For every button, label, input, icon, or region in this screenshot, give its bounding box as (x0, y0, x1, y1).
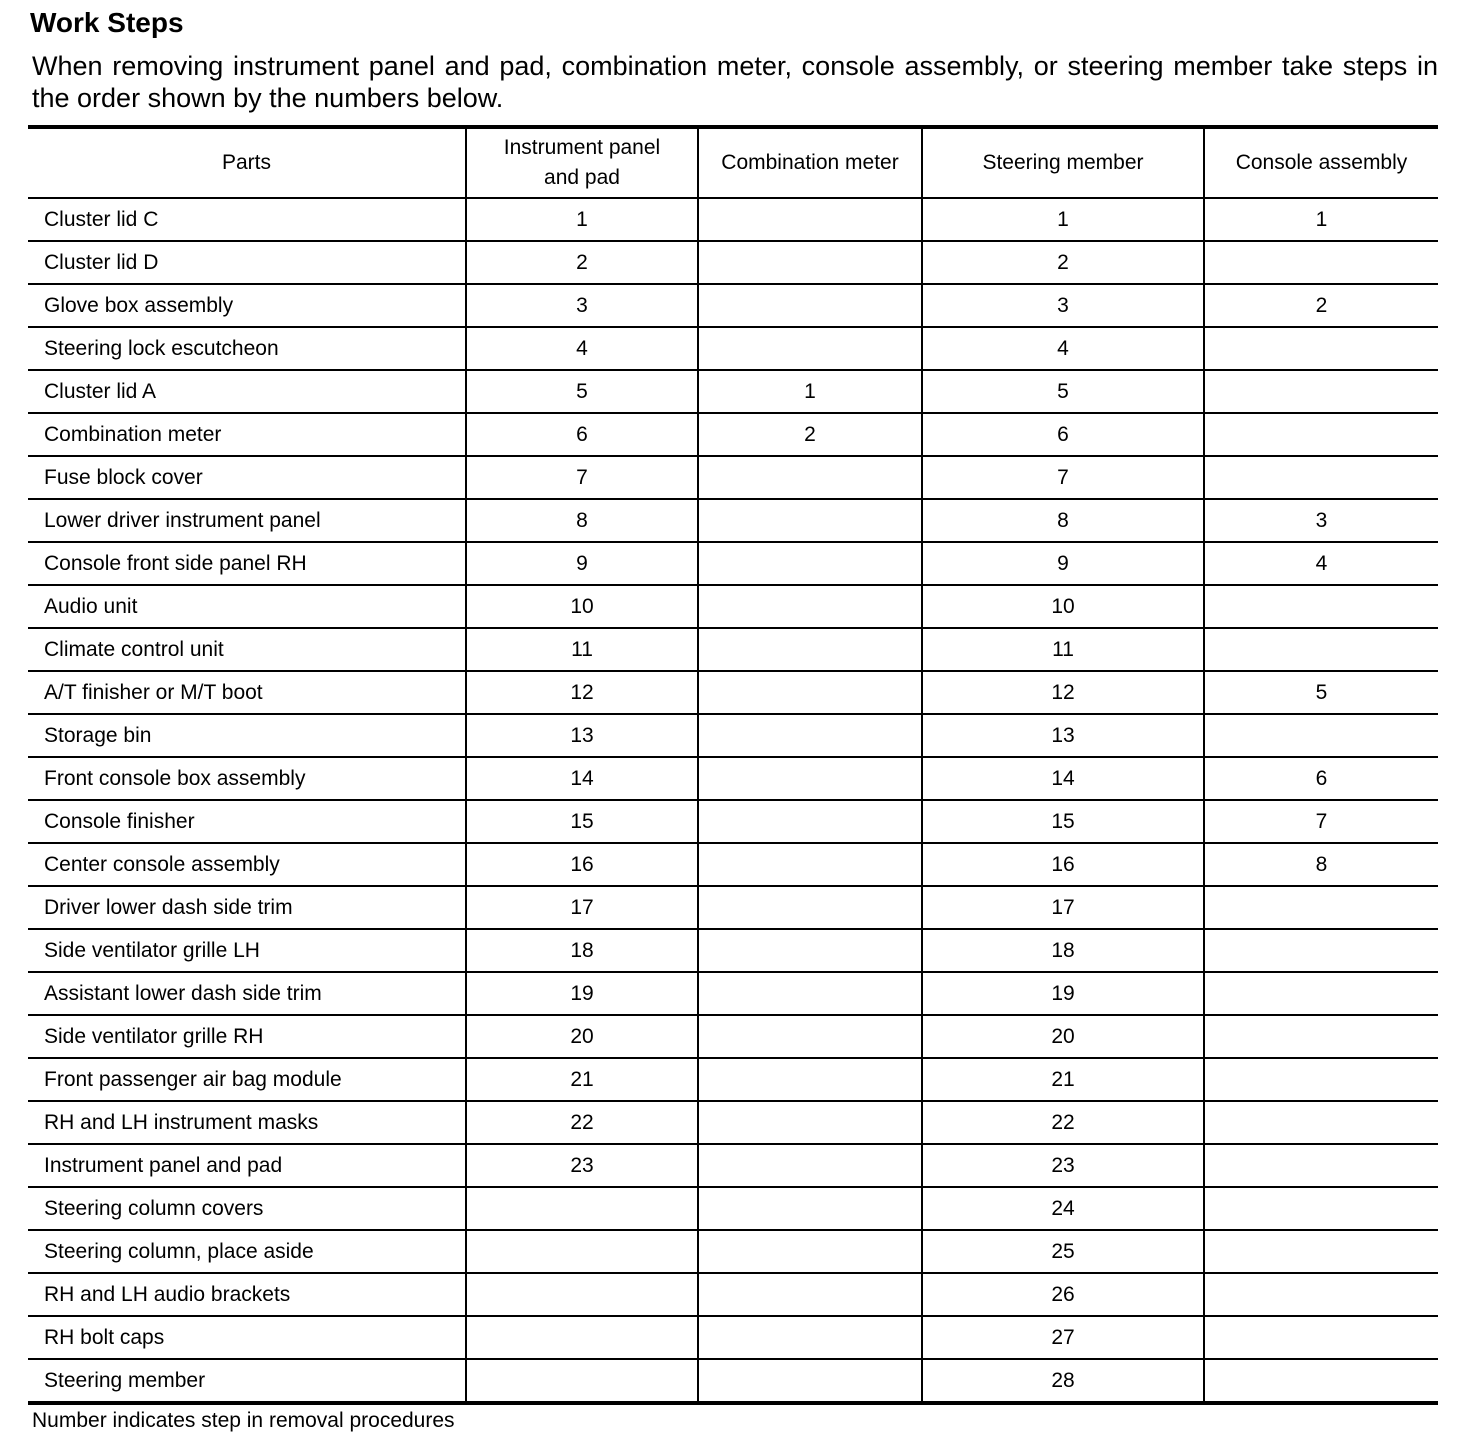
console-assembly-step: 4 (1204, 542, 1438, 585)
table-header (28, 127, 1438, 198)
steering-member-step: 19 (922, 972, 1204, 1015)
instrument-panel-step: 20 (466, 1015, 698, 1058)
steering-member-step: 16 (922, 843, 1204, 886)
header-combination-meter: Combination meter (698, 127, 922, 198)
part-cell: Side ventilator grille LH (28, 929, 466, 972)
table-row (28, 929, 1438, 972)
table-row (28, 1230, 1438, 1273)
page-title: Work Steps (30, 7, 184, 38)
console-assembly-step: 1 (1204, 198, 1438, 241)
combination-meter-step: 2 (698, 413, 922, 456)
console-assembly-step (1204, 1230, 1438, 1273)
combination-meter-step (698, 1144, 922, 1187)
table-row (28, 1015, 1438, 1058)
part-cell: Instrument panel and pad (28, 1144, 466, 1187)
steering-member-step: 14 (922, 757, 1204, 800)
steering-member-step: 18 (922, 929, 1204, 972)
instrument-panel-step: 11 (466, 628, 698, 671)
combination-meter-step (698, 714, 922, 757)
instrument-panel-step: 18 (466, 929, 698, 972)
steering-member-step: 21 (922, 1058, 1204, 1101)
part-cell: Steering column, place aside (28, 1230, 466, 1273)
console-assembly-step (1204, 1144, 1438, 1187)
combination-meter-step (698, 198, 922, 241)
instrument-panel-step: 19 (466, 972, 698, 1015)
part-cell: Driver lower dash side trim (28, 886, 466, 929)
steering-member-step: 23 (922, 1144, 1204, 1187)
table-row (28, 1316, 1438, 1359)
steering-member-step: 17 (922, 886, 1204, 929)
console-assembly-step (1204, 714, 1438, 757)
instrument-panel-step: 15 (466, 800, 698, 843)
combination-meter-step (698, 757, 922, 800)
console-assembly-step (1204, 1058, 1438, 1101)
part-cell: Console front side panel RH (28, 542, 466, 585)
part-cell: Audio unit (28, 585, 466, 628)
steering-member-step: 2 (922, 241, 1204, 284)
steering-member-step: 7 (922, 456, 1204, 499)
part-cell: Steering column covers (28, 1187, 466, 1230)
combination-meter-step (698, 1359, 922, 1403)
header-console-assembly: Console assembly (1204, 127, 1438, 198)
part-cell: Cluster lid C (28, 198, 466, 241)
combination-meter-step (698, 800, 922, 843)
console-assembly-step (1204, 241, 1438, 284)
table-row (28, 671, 1438, 714)
combination-meter-step (698, 1187, 922, 1230)
instrument-panel-step: 6 (466, 413, 698, 456)
instrument-panel-step: 4 (466, 327, 698, 370)
table-row (28, 284, 1438, 327)
part-cell: Cluster lid D (28, 241, 466, 284)
table-row (28, 1101, 1438, 1144)
steering-member-step: 5 (922, 370, 1204, 413)
steering-member-step: 25 (922, 1230, 1204, 1273)
console-assembly-step: 7 (1204, 800, 1438, 843)
part-cell: Storage bin (28, 714, 466, 757)
header-instrument-panel-line1: Instrument panel (503, 136, 661, 159)
combination-meter-step (698, 327, 922, 370)
part-cell: RH and LH audio brackets (28, 1273, 466, 1316)
part-cell: Steering member (44, 1368, 206, 1392)
combination-meter-step (698, 628, 922, 671)
instrument-panel-step: 9 (466, 542, 698, 585)
table-row (28, 800, 1438, 843)
header-instrument-panel-line2: and pad (544, 166, 620, 189)
instrument-panel-step: 1 (466, 198, 698, 241)
table-row (28, 714, 1438, 757)
part-cell: Combination meter (28, 413, 466, 456)
combination-meter-step: 1 (698, 370, 922, 413)
steering-member-step: 12 (922, 671, 1204, 714)
part-cell: Assistant lower dash side trim (28, 972, 466, 1015)
part-cell: Center console assembly (28, 843, 466, 886)
part-cell: Glove box assembly (28, 284, 466, 327)
part-cell: RH bolt caps (28, 1316, 466, 1359)
combination-meter-step (698, 241, 922, 284)
steering-member-step: 9 (922, 542, 1204, 585)
instrument-panel-step: 22 (466, 1101, 698, 1144)
steering-member-step: 4 (922, 327, 1204, 370)
console-assembly-step (1204, 1015, 1438, 1058)
part-cell: Side ventilator grille RH (28, 1015, 466, 1058)
steering-member-step: 24 (922, 1187, 1204, 1230)
table-row (28, 972, 1438, 1015)
console-assembly-step (1204, 628, 1438, 671)
console-assembly-step (1204, 456, 1438, 499)
instrument-panel-step: 7 (466, 456, 698, 499)
combination-meter-step (698, 1316, 922, 1359)
console-assembly-step (1204, 1359, 1438, 1403)
console-assembly-step (1204, 929, 1438, 972)
header-row (28, 127, 1438, 198)
console-assembly-step (1204, 886, 1438, 929)
console-assembly-step (1204, 1187, 1438, 1230)
table-row (28, 628, 1438, 671)
combination-meter-step (698, 284, 922, 327)
console-assembly-step (1204, 585, 1438, 628)
steering-member-step: 3 (922, 284, 1204, 327)
console-assembly-step (1204, 413, 1438, 456)
combination-meter-step (698, 929, 922, 972)
console-assembly-step (1204, 1316, 1438, 1359)
console-assembly-step: 6 (1204, 757, 1438, 800)
table-row (28, 843, 1438, 886)
console-assembly-step: 8 (1204, 843, 1438, 886)
intro-paragraph: When removing instrument panel and pad, combination meter, console assembly, or steering member take steps in the order shown by the numbers below. (32, 51, 1438, 113)
part-cell: Steering lock escutcheon (28, 327, 466, 370)
console-assembly-step: 5 (1204, 671, 1438, 714)
combination-meter-step (698, 499, 922, 542)
table-row (28, 370, 1438, 413)
table-row (28, 1273, 1438, 1316)
instrument-panel-step (466, 1316, 698, 1359)
table-row (28, 1187, 1438, 1230)
combination-meter-step (698, 1101, 922, 1144)
table-row (28, 413, 1438, 456)
part-cell: Front console box assembly (28, 757, 466, 800)
console-assembly-step (1204, 972, 1438, 1015)
instrument-panel-step (466, 1230, 698, 1273)
instrument-panel-step: 23 (466, 1144, 698, 1187)
steering-member-step: 6 (922, 413, 1204, 456)
table-row (28, 886, 1438, 929)
combination-meter-step (698, 1230, 922, 1273)
header-parts: Parts (28, 127, 466, 198)
console-assembly-step: 3 (1204, 499, 1438, 542)
footnote: Number indicates step in removal procedures (32, 1409, 455, 1432)
combination-meter-step (698, 843, 922, 886)
combination-meter-step (698, 972, 922, 1015)
instrument-panel-step (466, 1359, 698, 1403)
table-row (28, 1144, 1438, 1187)
table-row (28, 499, 1438, 542)
combination-meter-step (698, 1058, 922, 1101)
console-assembly-step: 2 (1204, 284, 1438, 327)
console-assembly-step (1204, 370, 1438, 413)
work-steps-table (28, 125, 1438, 1405)
instrument-panel-step: 12 (466, 671, 698, 714)
steering-member-step: 11 (922, 628, 1204, 671)
table-row (28, 241, 1438, 284)
part-cell: Console finisher (28, 800, 466, 843)
table-row (28, 198, 1438, 241)
combination-meter-step (698, 1015, 922, 1058)
part-cell: Fuse block cover (28, 456, 466, 499)
part-cell: Front passenger air bag module (28, 1058, 466, 1101)
console-assembly-step (1204, 1101, 1438, 1144)
steering-member-step: 10 (922, 585, 1204, 628)
combination-meter-step (698, 456, 922, 499)
steering-member-step: 8 (922, 499, 1204, 542)
table-row (28, 327, 1438, 370)
steering-member-step: 20 (922, 1015, 1204, 1058)
part-cell: RH and LH instrument masks (28, 1101, 466, 1144)
instrument-panel-step: 10 (466, 585, 698, 628)
header-steering-member: Steering member (922, 127, 1204, 198)
table-row (28, 456, 1438, 499)
instrument-panel-step: 5 (466, 370, 698, 413)
instrument-panel-step: 14 (466, 757, 698, 800)
steering-member-step: 26 (922, 1273, 1204, 1316)
steering-member-step: 15 (922, 800, 1204, 843)
table-row (28, 1359, 1438, 1403)
instrument-panel-step: 2 (466, 241, 698, 284)
table-row (28, 757, 1438, 800)
instrument-panel-step: 16 (466, 843, 698, 886)
instrument-panel-step (466, 1187, 698, 1230)
instrument-panel-step: 21 (466, 1058, 698, 1101)
steering-member-step: 27 (922, 1316, 1204, 1359)
console-assembly-step (1204, 327, 1438, 370)
instrument-panel-step: 17 (466, 886, 698, 929)
part-cell: A/T finisher or M/T boot (28, 671, 466, 714)
instrument-panel-step: 13 (466, 714, 698, 757)
steering-member-step: 22 (922, 1101, 1204, 1144)
table-body (28, 198, 1438, 1403)
table-row (28, 542, 1438, 585)
instrument-panel-step: 8 (466, 499, 698, 542)
console-assembly-step (1204, 1273, 1438, 1316)
combination-meter-step (698, 886, 922, 929)
combination-meter-step (698, 1273, 922, 1316)
combination-meter-step (698, 671, 922, 714)
steering-member-step: 13 (922, 714, 1204, 757)
combination-meter-step (698, 542, 922, 585)
part-cell: Cluster lid A (28, 370, 466, 413)
table-row (28, 585, 1438, 628)
instrument-panel-step (466, 1273, 698, 1316)
steering-member-step: 1 (922, 198, 1204, 241)
table-row (28, 1058, 1438, 1101)
part-cell: Climate control unit (28, 628, 466, 671)
steering-member-step: 28 (922, 1359, 1204, 1403)
instrument-panel-step: 3 (466, 284, 698, 327)
combination-meter-step (698, 585, 922, 628)
part-cell: Lower driver instrument panel (28, 499, 466, 542)
header-instrument-panel (466, 127, 698, 198)
